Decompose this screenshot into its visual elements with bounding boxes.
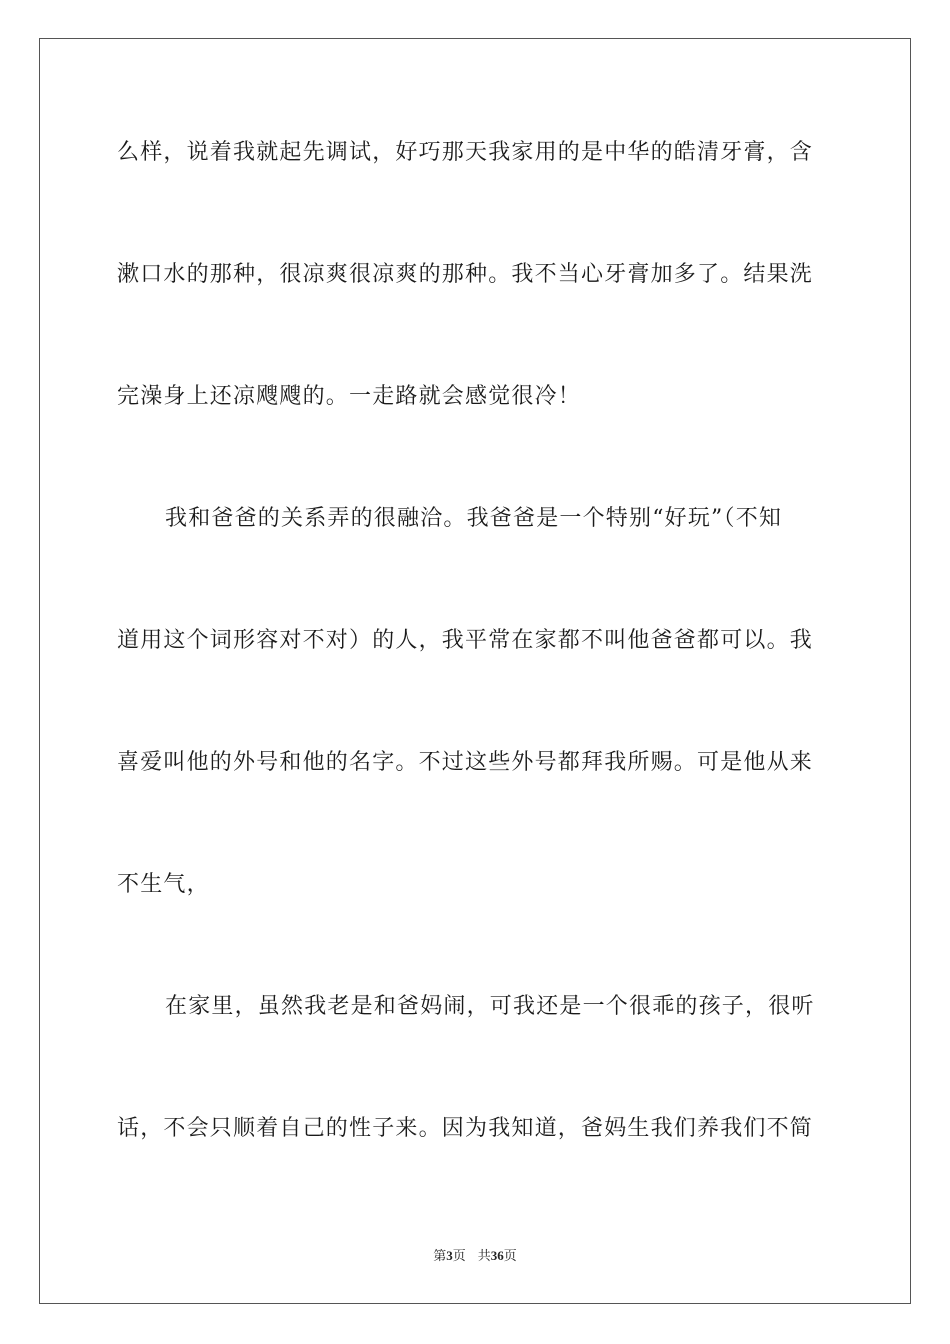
footer-page-number: 3 (446, 1248, 453, 1263)
text-line: 喜爱叫他的外号和他的名字。不过这些外号都拜我所赐。可是他从来 (117, 750, 814, 775)
footer-total-suffix: 页 (503, 1249, 517, 1264)
footer-page-prefix: 第 (433, 1249, 447, 1264)
text-line: 道用这个词形容对不对）的人，我平常在家都不叫他爸爸都可以。我 (117, 628, 814, 653)
text-line: 完澡身上还凉飕飕的。一走路就会感觉很冷！ (117, 384, 582, 409)
page-footer (0, 1247, 950, 1266)
footer-total-prefix: 共 (477, 1249, 491, 1264)
text-line: 不生气， (117, 872, 210, 897)
footer-page-suffix: 页 (452, 1249, 466, 1264)
text-line: 在家里，虽然我老是和爸妈闹，可我还是一个很乖的孩子，很听 (165, 994, 815, 1019)
text-line: 么样，说着我就起先调试，好巧那天我家用的是中华的皓清牙膏，含 (117, 140, 814, 165)
text-line: 话，不会只顺着自己的性子来。因为我知道，爸妈生我们养我们不简 (117, 1116, 814, 1141)
text-line: 漱口水的那种，很凉爽很凉爽的那种。我不当心牙膏加多了。结果洗 (117, 262, 814, 287)
footer-total-pages: 36 (490, 1248, 504, 1263)
text-line: 我和爸爸的关系弄的很融洽。我爸爸是一个特别“好玩”（不知 (165, 506, 783, 531)
